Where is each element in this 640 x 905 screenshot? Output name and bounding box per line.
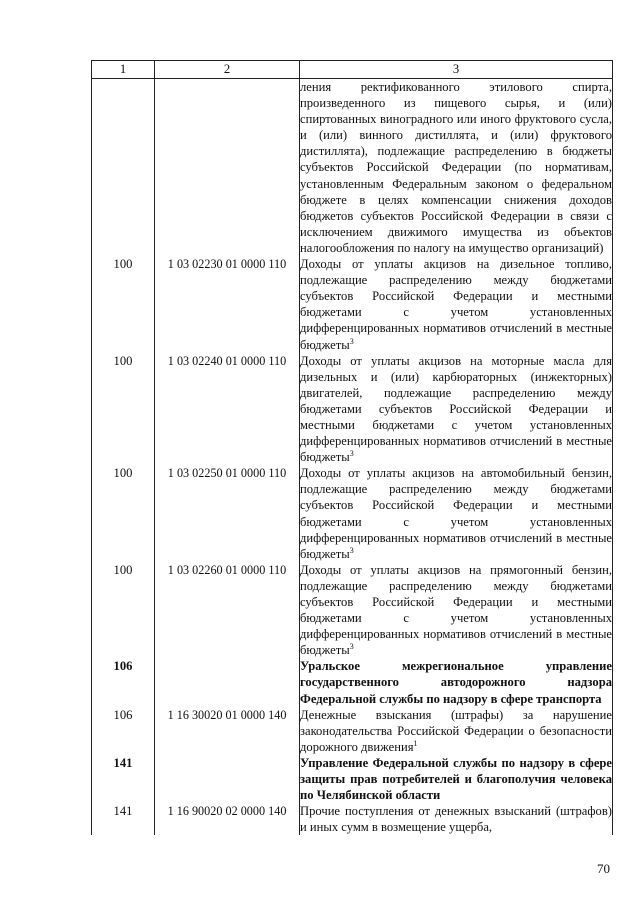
revenue-name-cell <box>300 465 613 562</box>
admin-code-cell: 141 <box>92 803 155 835</box>
footnote-marker: 3 <box>349 336 354 346</box>
header-col-1: 1 <box>92 61 155 79</box>
budget-code-cell <box>155 755 300 803</box>
revenue-name-text: Управление Федеральной службы по надзору в сфере защиты прав потребителей и благополучия человека по Челябинской области <box>300 755 612 803</box>
revenue-name-cell <box>300 658 613 706</box>
revenue-name-text: Доходы от уплаты акцизов на моторные масла для дизельных и (или) карбюраторных (инжекторных) двигателей, подлежащие распределению между бюджетами субъектов Российской Федерации и местными бюджетами с учетом установленных дифференцированных нормативов отчислений в местные бюджеты <box>300 353 612 465</box>
budget-code-cell: 1 16 90020 02 0000 140 <box>155 803 300 835</box>
admin-code-cell: 106 <box>92 707 155 755</box>
budget-code-cell: 1 03 02250 01 0000 110 <box>155 465 300 562</box>
page-number: 70 <box>597 861 610 876</box>
admin-code-cell: 106 <box>92 658 155 706</box>
budget-code-cell <box>155 658 300 706</box>
revenue-name-cell <box>300 256 613 353</box>
table-header-row <box>92 61 613 79</box>
revenue-name-text: Уральское межрегиональное управление государственного автодорожного надзора Федеральной службы по надзору в сфере транспорта <box>300 659 612 706</box>
revenue-name-text: Доходы от уплаты акцизов на прямогонный бензин, подлежащие распределению между бюджетами субъектов Российской Федерации и местными бюджетами с учетом установленных дифференцированных нормативов отчислений в местные бюджеты <box>300 562 612 658</box>
revenue-name-text: Доходы от уплаты акцизов на автомобильный бензин, подлежащие распределению между бюджетами субъектов Российской Федерации и местными бюджетами с учетом установленных дифференцированных нормативов отчислений в местные бюджеты <box>300 466 612 561</box>
revenue-name-cell <box>300 353 613 466</box>
budget-code-cell <box>155 79 300 257</box>
budget-code-cell: 1 03 02230 01 0000 110 <box>155 256 300 353</box>
table-row <box>92 256 613 353</box>
table-row <box>92 79 613 257</box>
table-row <box>92 353 613 466</box>
footnote-marker: 3 <box>349 545 354 555</box>
revenue-name-cell <box>300 803 613 835</box>
table-row <box>92 803 613 835</box>
revenue-name-text: Прочие поступления от денежных взысканий (штрафов) и иных сумм в возмещение ущерба, <box>300 804 612 835</box>
admin-code-cell: 100 <box>92 465 155 562</box>
revenue-name-text: Денежные взыскания (штрафы) за нарушение законодательства Российской Федерации о безопасности дорожного движения <box>300 707 612 754</box>
revenue-name-cell <box>300 562 613 659</box>
table-row <box>92 755 613 803</box>
table-body <box>92 79 613 836</box>
footnote-marker: 3 <box>349 449 354 459</box>
budget-code-cell: 1 03 02240 01 0000 110 <box>155 353 300 466</box>
admin-code-cell: 100 <box>92 562 155 659</box>
header-col-3: 3 <box>300 61 613 79</box>
revenue-table <box>91 60 613 835</box>
header-col-2: 2 <box>155 61 300 79</box>
revenue-name-cell <box>300 707 613 755</box>
revenue-name-cell <box>300 755 613 803</box>
footnote-marker: 1 <box>413 738 418 748</box>
revenue-name-text: Доходы от уплаты акцизов на дизельное топливо, подлежащие распределению между бюджетами субъектов Российской Федерации и местными бюджетами с учетом установленных дифференцированных нормативов отчислений в местные бюджеты <box>300 257 612 352</box>
budget-code-cell: 1 16 30020 01 0000 140 <box>155 707 300 755</box>
footnote-marker: 3 <box>349 642 354 652</box>
admin-code-cell: 100 <box>92 353 155 466</box>
table-row <box>92 658 613 706</box>
table-row <box>92 562 613 659</box>
table-row <box>92 465 613 562</box>
admin-code-cell: 141 <box>92 755 155 803</box>
admin-code-cell <box>92 79 155 257</box>
budget-code-cell: 1 03 02260 01 0000 110 <box>155 562 300 659</box>
revenue-name-cell <box>300 79 613 257</box>
revenue-name-text: ления ректификованного этилового спирта, произведенного из пищевого сырья, и (или) спиртованных виноградного или иного фруктового сусла, и (или) винного дистиллята, и (или) фруктового дистиллята), подлежащие распределению в бюджеты субъектов Российской Федерации (по нормативам, установленным Федеральным законом о федеральном бюджете в целях компенсации снижения доходов бюджетов субъектов Российской Федерации в связи с исключением движимого имущества из объектов налогообложения по налогу на имущество организаций) <box>300 80 612 255</box>
admin-code-cell: 100 <box>92 256 155 353</box>
table-row <box>92 707 613 755</box>
